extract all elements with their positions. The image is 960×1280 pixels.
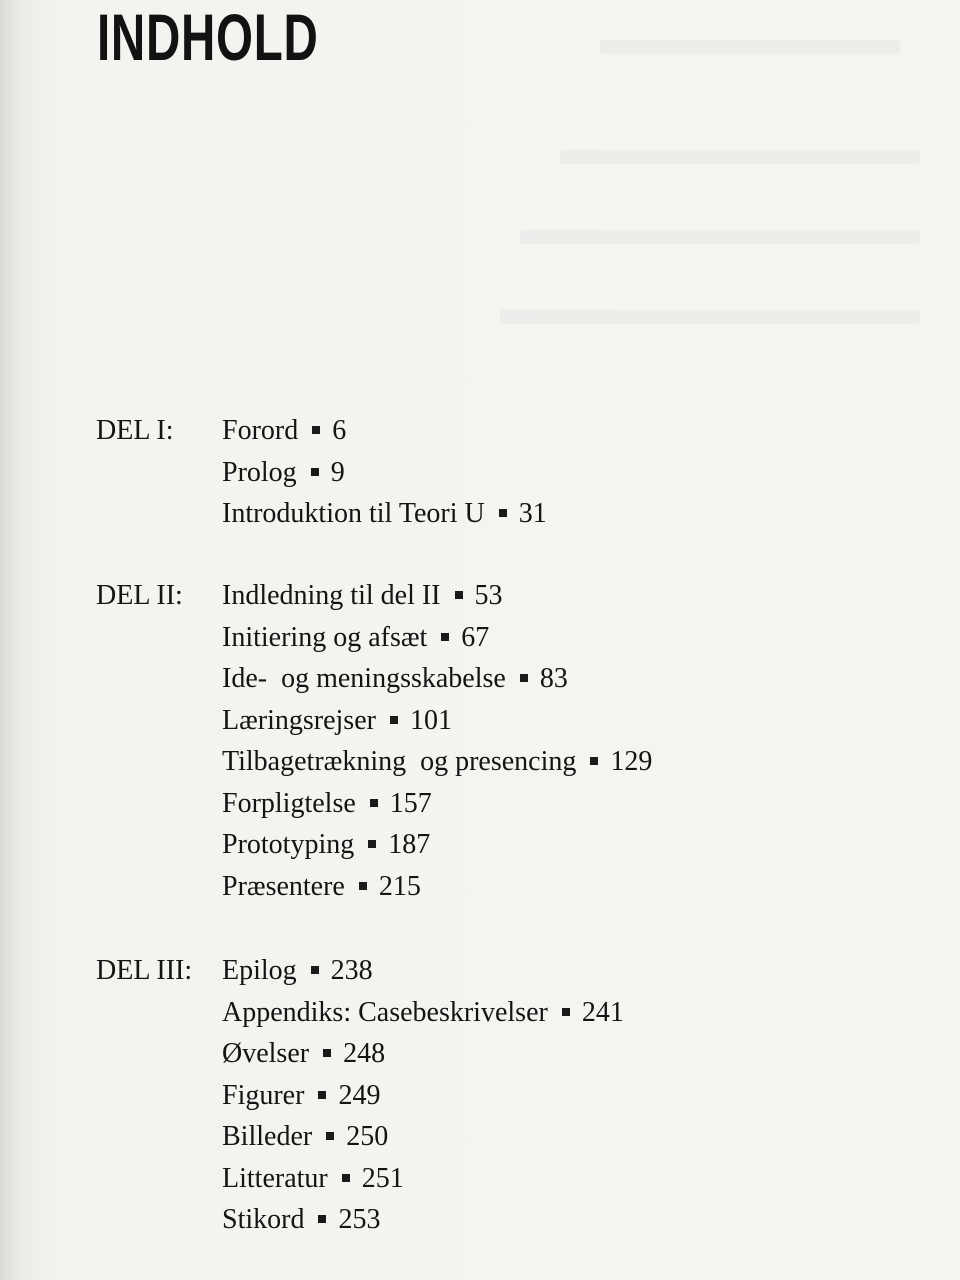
- entry-page-number: 241: [581, 996, 624, 1028]
- toc-entry[interactable]: [222, 658, 652, 700]
- part-label: DEL III:: [96, 955, 193, 986]
- entry-page-number: 67: [461, 621, 490, 653]
- entry-title: Prototyping: [222, 829, 355, 860]
- entry-page-number: 101: [409, 704, 452, 736]
- toc-entry[interactable]: [222, 575, 652, 617]
- toc-entry[interactable]: [222, 783, 652, 825]
- entry-title: Præsentere: [222, 870, 345, 902]
- toc-entry[interactable]: [222, 410, 547, 452]
- entry-page-number: 6: [332, 415, 347, 446]
- toc-entry[interactable]: [222, 950, 624, 992]
- entry-title: Billeder: [222, 1121, 313, 1152]
- bullet-square-icon: [441, 633, 449, 641]
- bullet-square-icon: [499, 509, 507, 517]
- part-label: DEL I:: [96, 415, 174, 446]
- entry-title: Læringsrejser: [222, 704, 376, 736]
- entry-page-number: 53: [474, 580, 503, 611]
- entry-title: Forord: [222, 415, 299, 446]
- entry-list: [222, 575, 652, 907]
- toc-entry[interactable]: [222, 1075, 624, 1117]
- bullet-square-icon: [562, 1008, 570, 1016]
- entry-page-number: 253: [338, 1204, 381, 1235]
- entry-title: Tilbagetrækning og presencing: [222, 746, 577, 777]
- entry-list: [222, 950, 624, 1241]
- bleed-through-line: [500, 310, 920, 324]
- entry-list: [222, 410, 547, 535]
- bullet-square-icon: [359, 882, 367, 890]
- toc-entry[interactable]: [222, 1199, 624, 1241]
- bullet-square-icon: [590, 757, 598, 765]
- entry-title: Introduktion til Teori U: [222, 498, 485, 529]
- bullet-square-icon: [311, 468, 319, 476]
- bullet-square-icon: [318, 1091, 326, 1099]
- toc-entry[interactable]: [222, 617, 652, 659]
- entry-title: Prolog: [222, 456, 297, 488]
- page-title: INDHOLD: [97, 0, 319, 74]
- entry-page-number: 215: [378, 870, 421, 902]
- entry-title: Forpligtelse: [222, 787, 356, 819]
- toc-entry[interactable]: [222, 824, 652, 866]
- bullet-square-icon: [370, 799, 378, 807]
- entry-page-number: 83: [539, 663, 568, 694]
- bullet-square-icon: [455, 591, 463, 599]
- bullet-square-icon: [520, 674, 528, 682]
- bleed-through-line: [520, 230, 920, 244]
- entry-page-number: 249: [338, 1079, 381, 1111]
- entry-page-number: 250: [346, 1121, 389, 1152]
- toc-entry[interactable]: [222, 866, 652, 908]
- toc-entry[interactable]: [222, 700, 652, 742]
- bullet-square-icon: [312, 426, 320, 434]
- toc-entry[interactable]: [222, 1033, 624, 1075]
- entry-title: Appendiks: Casebeskrivelser: [222, 996, 548, 1028]
- entry-title: Ide- og meningsskabelse: [222, 663, 506, 694]
- bleed-through-line: [560, 150, 920, 164]
- entry-title: Øvelser: [222, 1038, 310, 1069]
- entry-title: Figurer: [222, 1079, 305, 1111]
- entry-page-number: 187: [388, 829, 431, 860]
- entry-title: Indledning til del II: [222, 580, 441, 611]
- entry-page-number: 31: [518, 498, 547, 529]
- toc-entry[interactable]: [222, 452, 547, 494]
- bullet-square-icon: [323, 1049, 331, 1057]
- entry-page-number: 238: [330, 955, 373, 986]
- bullet-square-icon: [318, 1215, 326, 1223]
- entry-page-number: 129: [610, 746, 653, 777]
- bullet-square-icon: [368, 840, 376, 848]
- entry-title: Epilog: [222, 955, 297, 986]
- entry-page-number: 248: [343, 1038, 386, 1069]
- entry-page-number: 157: [389, 787, 432, 819]
- toc-entry[interactable]: [222, 1116, 624, 1158]
- toc-entry[interactable]: [222, 1158, 624, 1200]
- part-label: DEL II:: [96, 580, 183, 611]
- entry-title: Initiering og afsæt: [222, 621, 428, 653]
- entry-page-number: 9: [330, 456, 345, 488]
- entry-page-number: 251: [361, 1162, 404, 1194]
- toc-entry[interactable]: [222, 992, 624, 1034]
- bullet-square-icon: [390, 716, 398, 724]
- bullet-square-icon: [342, 1174, 350, 1182]
- entry-title: Stikord: [222, 1204, 305, 1235]
- bleed-through-line: [600, 40, 900, 54]
- entry-title: Litteratur: [222, 1162, 328, 1194]
- bullet-square-icon: [311, 966, 319, 974]
- toc-entry[interactable]: [222, 493, 547, 535]
- bullet-square-icon: [326, 1132, 334, 1140]
- toc-entry[interactable]: [222, 741, 652, 783]
